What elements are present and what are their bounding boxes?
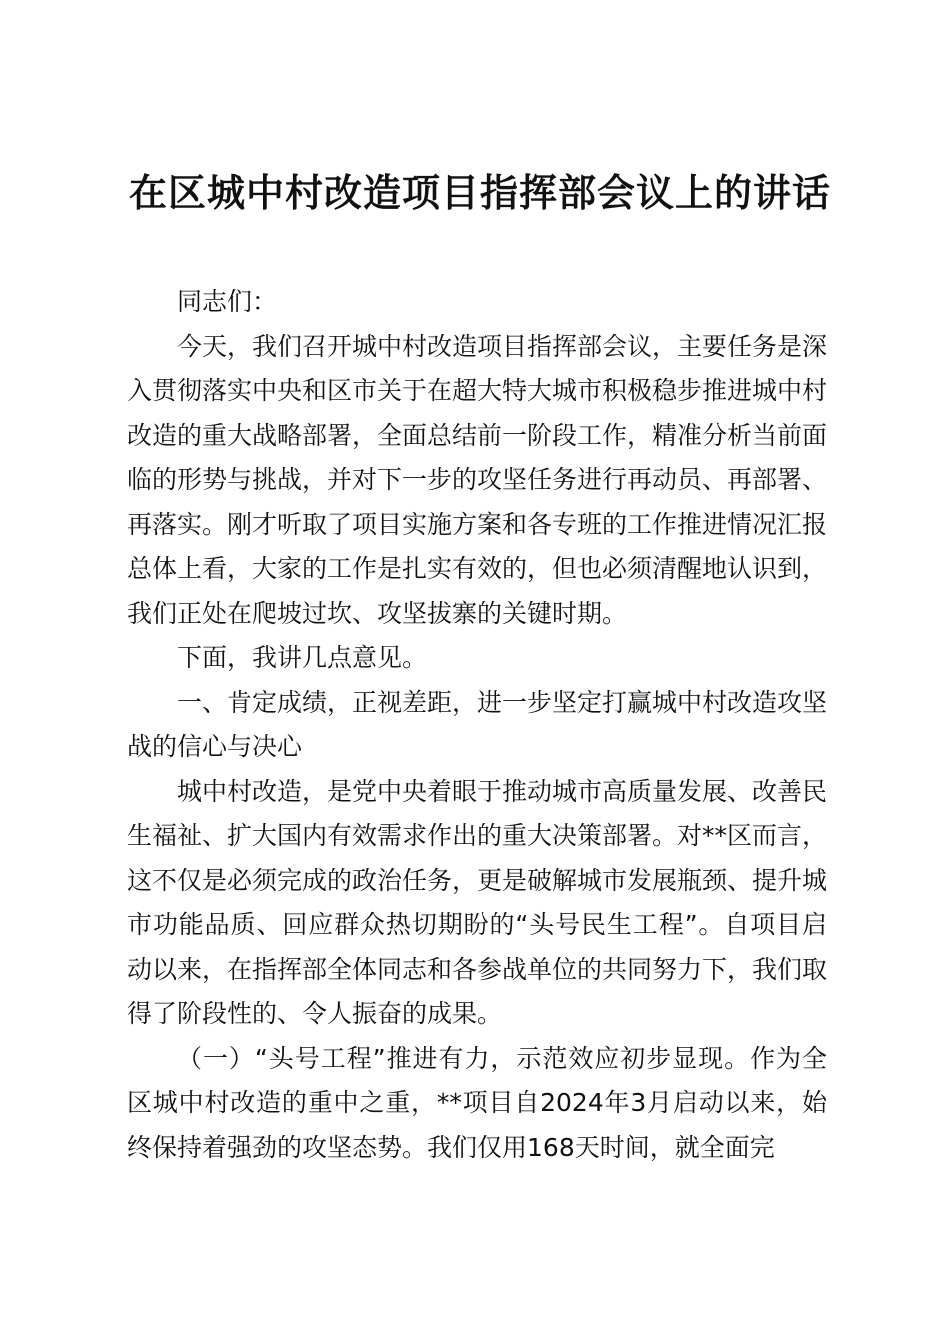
greeting: 同志们： <box>177 287 278 316</box>
paragraph-section-1: 城中村改造，是党中央着眼于推动城市高质量发展、改善民生福祉、扩大国内有效需求作出的重大决策部署。对**区而言，这不仅是必须完成的政治任务，更是破解城市发展瓶颈、提升城市功能品质、回应群众热切期盼的“头号民生工程”。自项目启动以来，在指挥部全体同志和各参战单位的共同努力下，我们取得了阶段性的、令人振奋的成果。 <box>127 776 828 1028</box>
paragraph-subsection-1: （一）“头号工程”推进有力，示范效应初步显现。作为全区城中村改造的重中之重，**项目自2024年3月启动以来，始终保持着强劲的攻坚态势。我们仅用168天时间，就全面完 <box>127 1043 827 1162</box>
section-heading-1: 一、肯定成绩，正视差距，进一步坚定打赢城中村改造攻坚战的信心与决心 <box>127 687 828 761</box>
document-body <box>127 280 827 1170</box>
paragraph-intro: 今天，我们召开城中村改造项目指挥部会议，主要任务是深入贯彻落实中央和区市关于在超大特大城市积极稳步推进城中村改造的重大战略部署，全面总结前一阶段工作，精准分析当前面临的形势与挑战，并对下一步的攻坚任务进行再动员、再部署、再落实。刚才听取了项目实施方案和各专班的工作推进情况汇报总体上看，大家的工作是扎实有效的，但也必须清醒地认识到，我们正处在爬坡过坎、攻坚拔寨的关键时期。 <box>127 331 828 628</box>
document-title: 在区城中村改造项目指挥部会议上的讲话 <box>128 171 831 215</box>
paragraph-transition: 下面，我讲几点意见。 <box>177 643 428 672</box>
